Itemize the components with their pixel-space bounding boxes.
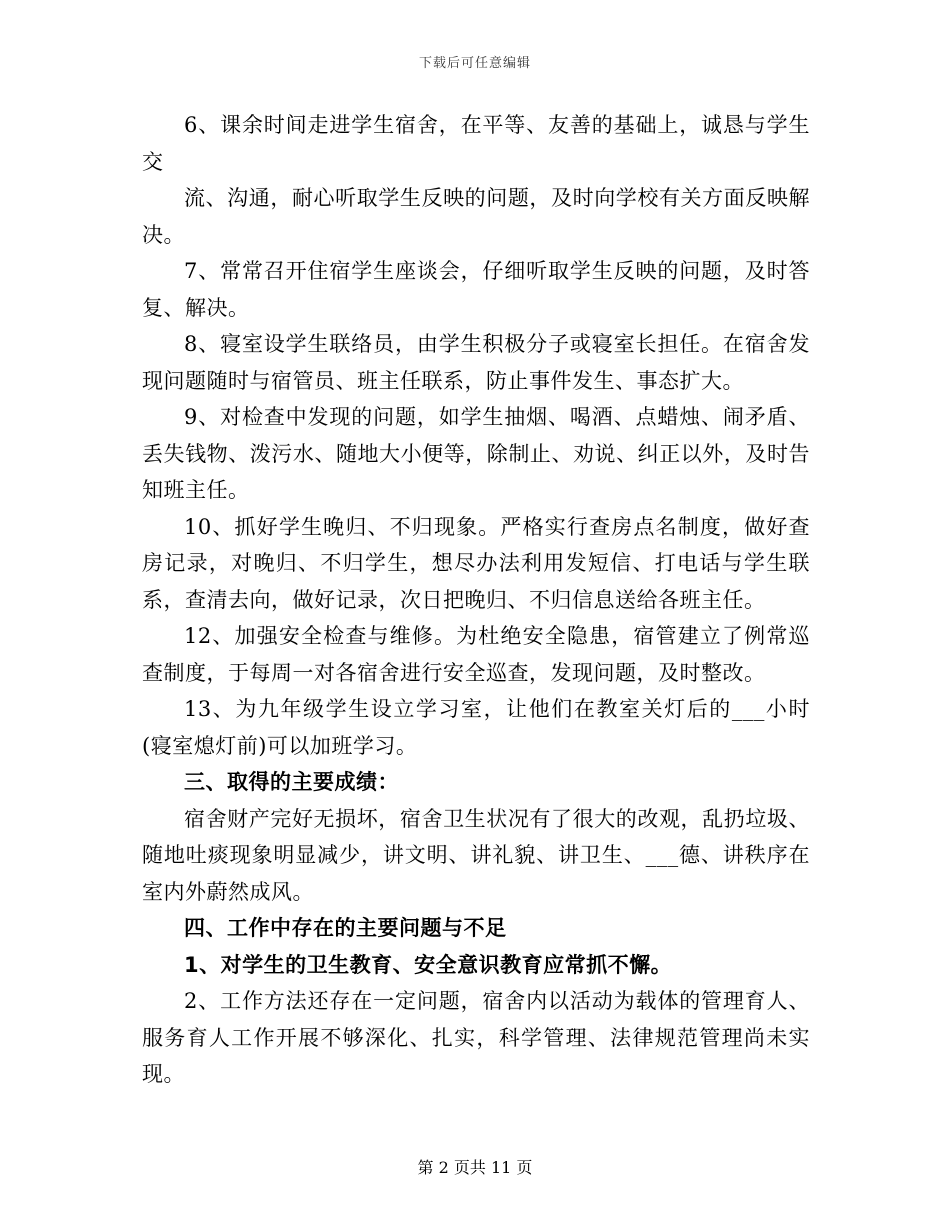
paragraph-item-6-part1: 6、课余时间走进学生宿舍，在平等、友善的基础上，诚恳与学生交 <box>142 113 810 174</box>
paragraph-item-13: 13、为九年级学生设立学习室，让他们在教室关灯后的___小时(寝室熄灯前)可以加班学习。 <box>142 697 810 758</box>
paragraph-item-9: 9、对检查中发现的问题，如学生抽烟、喝酒、点蜡烛、闹矛盾、丢失钱物、泼污水、随地大小便等，除制止、劝说、纠正以外，及时告知班主任。 <box>142 405 810 502</box>
problem-item-2: 2、工作方法还存在一定问题，宿舍内以活动为载体的管理育人、服务育人工作开展不够深化、扎实，科学管理、法律规范管理尚未实现。 <box>142 989 810 1086</box>
document-body <box>142 107 810 1093</box>
paragraph-item-12: 12、加强安全检查与维修。为杜绝安全隐患，宿管建立了例常巡查制度，于每周一对各宿舍进行安全巡查，发现问题，及时整改。 <box>142 624 810 685</box>
section-heading-achievements: 三、取得的主要成绩： <box>184 769 399 794</box>
paragraph-item-7: 7、常常召开住宿学生座谈会，仔细听取学生反映的问题，及时答复、解决。 <box>142 259 810 320</box>
page-header: 下载后可任意编辑 <box>418 56 531 71</box>
problem-item-1: 1、对学生的卫生教育、安全意识教育应常抓不懈。 <box>184 952 673 977</box>
paragraph-item-10: 10、抓好学生晚归、不归现象。严格实行查房点名制度，做好查房记录，对晚归、不归学生，想尽办法利用发短信、打电话与学生联系，查清去向，做好记录，次日把晚归、不归信息送给各班主任。 <box>142 514 810 612</box>
paragraph-item-6-part2: 流、沟通，耐心听取学生反映的问题，及时向学校有关方面反映解决。 <box>142 186 810 247</box>
paragraph-achievements: 宿舍财产完好无损坏，宿舍卫生状况有了很大的改观，乱扔垃圾、随地吐痰现象明显减少，讲文明、讲礼貌、讲卫生、___德、讲秩序在室内外蔚然成风。 <box>142 806 810 904</box>
paragraph-item-8: 8、寝室设学生联络员，由学生积极分子或寝室长担任。在宿舍发现问题随时与宿管员、班主任联系，防止事件发生、事态扩大。 <box>142 332 810 393</box>
section-heading-problems: 四、工作中存在的主要问题与不足 <box>184 916 507 940</box>
page-footer: 第 2 页共 11 页 <box>417 1158 533 1177</box>
